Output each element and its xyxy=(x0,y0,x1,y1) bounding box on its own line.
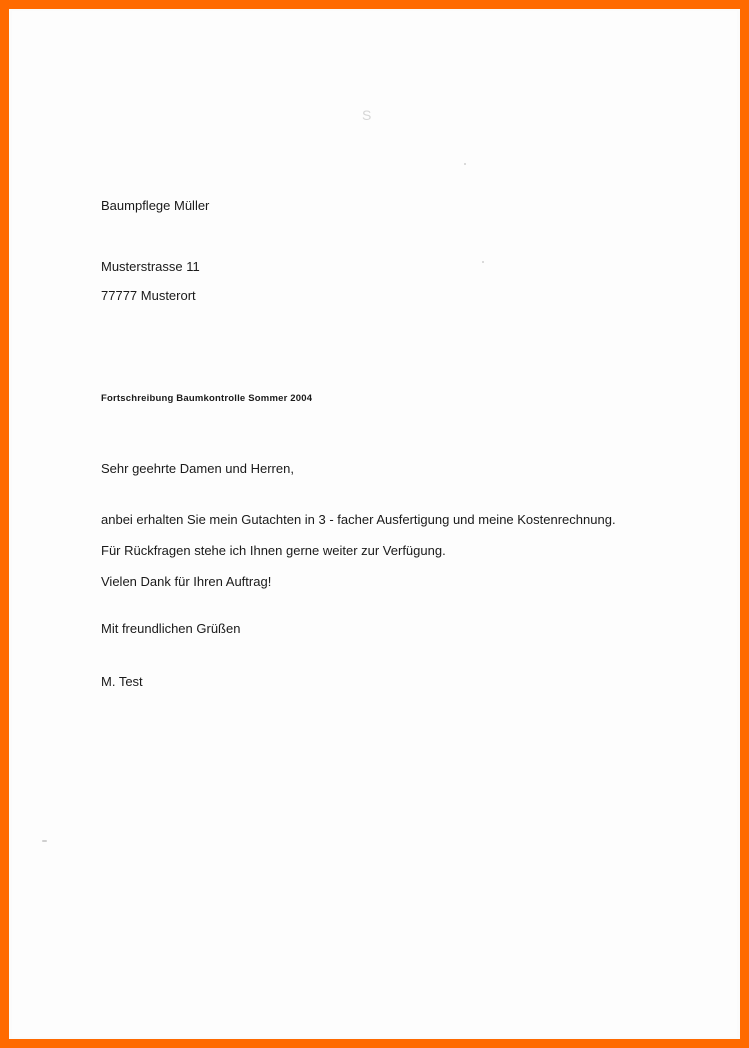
page-mark: S xyxy=(362,107,372,123)
sender-city: 77777 Musterort xyxy=(101,288,196,303)
body-line: Für Rückfragen stehe ich Ihnen gerne weiter zur Verfügung. xyxy=(101,543,446,558)
scan-speck xyxy=(42,840,47,842)
closing: Mit freundlichen Grüßen xyxy=(101,621,241,636)
salutation: Sehr geehrte Damen und Herren, xyxy=(101,461,294,476)
body-line: Vielen Dank für Ihren Auftrag! xyxy=(101,574,272,589)
letter-page xyxy=(12,11,737,1037)
sender-street: Musterstrasse 11 xyxy=(101,259,200,274)
subject-line: Fortschreibung Baumkontrolle Sommer 2004 xyxy=(101,393,313,404)
body-line: anbei erhalten Sie mein Gutachten in 3 - facher Ausfertigung und meine Kostenrechnung. xyxy=(101,512,616,527)
sender-name: Baumpflege Müller xyxy=(101,198,210,213)
signature: M. Test xyxy=(101,674,143,689)
scan-speck xyxy=(464,163,466,165)
scan-speck xyxy=(482,261,484,263)
